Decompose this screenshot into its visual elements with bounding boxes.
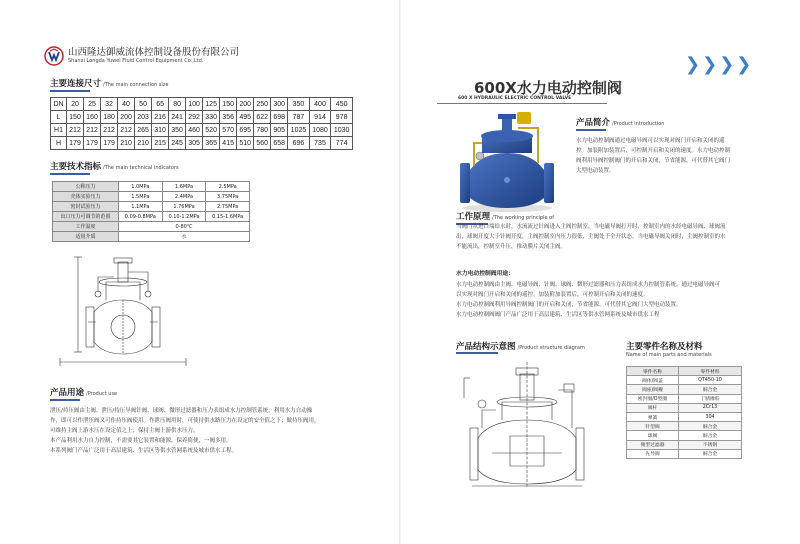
structure-diagram	[462, 358, 592, 490]
table-cell: 铜合金	[679, 385, 742, 394]
table-cell: 弹簧	[627, 412, 679, 421]
intro-title	[576, 116, 664, 128]
connection-title-en: /The main connection size	[103, 82, 169, 88]
table-cell: 292	[186, 111, 203, 124]
table-cell: 658	[271, 137, 288, 150]
table-cell: 210	[135, 137, 152, 150]
parts-title-cn: 主要零件名称及材料	[626, 342, 703, 352]
text-line: 控。加装附加装置后，可控制开启和关闭的速度。水力电动控制	[576, 148, 731, 154]
table-cell: 1025	[288, 124, 310, 137]
company-header	[44, 46, 239, 66]
table-cell: 65	[152, 98, 169, 111]
table-cell: 2.75MPa	[206, 202, 250, 212]
principle-paragraph	[456, 222, 726, 252]
table-cell: 工作温度	[53, 222, 119, 232]
table-cell: 80	[169, 98, 186, 111]
table-cell: 914	[309, 111, 331, 124]
table-cell: 0.10-1.2MPa	[162, 212, 206, 222]
table-cell: 1.76MPa	[162, 202, 206, 212]
table-cell: 100	[186, 98, 203, 111]
table-cell: 3.75MPa	[206, 192, 250, 202]
table-cell: 245	[169, 137, 186, 150]
parts-title	[626, 340, 703, 352]
usage-subheading: 水力电动控制阀用途：	[456, 271, 514, 277]
table-cell: 300	[271, 98, 288, 111]
table-row	[53, 192, 250, 202]
table-cell: 212	[101, 124, 118, 137]
table-row	[53, 222, 250, 232]
title-rule	[437, 103, 607, 104]
table-cell: L	[51, 111, 67, 124]
table-cell: QT450-10	[679, 376, 742, 385]
table-cell: 阀体/阀盖	[627, 376, 679, 385]
parts-title-en-wrap	[626, 352, 712, 358]
table-row	[627, 412, 742, 421]
table-cell: 150	[220, 98, 237, 111]
table-cell: H1	[51, 124, 67, 137]
text-line: 本产品利用水力自力控制，不需要其它装置和能源，保养简便，一阀多用。	[50, 438, 232, 444]
usage-paragraph	[50, 406, 320, 456]
table-row	[53, 212, 250, 222]
parts-table	[626, 366, 742, 459]
table-cell: 1.0MPa	[119, 182, 163, 192]
table-cell: 1.6MPa	[162, 182, 206, 192]
intro-title-bar	[576, 129, 606, 131]
table-cell: 622	[254, 111, 271, 124]
text-line: 水力电动控制阀利用导阀控制阀门的开启和关闭，节省能源。可代替其它阀门大型电动装置。	[456, 302, 682, 308]
connection-title-cn: 主要连接尺寸	[50, 79, 102, 89]
table-cell: 905	[271, 124, 288, 137]
connection-title-bar	[50, 90, 90, 92]
connection-title	[50, 77, 169, 89]
table-cell: 304	[679, 412, 742, 421]
text-line: 大型电动装置。	[576, 168, 615, 174]
table-row	[627, 367, 742, 376]
table-cell: 365	[203, 137, 220, 150]
technical-title-en: /The main technical indicators	[103, 165, 179, 171]
table-cell: 出口压力可调节的范围	[53, 212, 119, 222]
table-cell: 球阀	[627, 431, 679, 440]
text-line: 水力电动控制阀阀门产品广泛用于高层建筑、生活区等供水管网系统及城市供水工程	[456, 312, 660, 318]
table-row	[627, 449, 742, 458]
table-cell: 密封试验压力	[53, 202, 119, 212]
table-cell: 696	[288, 137, 310, 150]
table-cell: 200	[118, 111, 135, 124]
table-row	[627, 422, 742, 431]
table-cell: 150	[67, 111, 84, 124]
table-cell: 212	[118, 124, 135, 137]
table-cell: 495	[237, 111, 254, 124]
table-cell: 公称压力	[53, 182, 119, 192]
table-row	[53, 182, 250, 192]
diagram-title-bar	[456, 352, 498, 354]
table-cell: 1.1MPa	[119, 202, 163, 212]
table-row	[53, 202, 250, 212]
table-cell: 787	[288, 111, 310, 124]
table-cell: 先导阀	[627, 449, 679, 458]
table-cell: 179	[67, 137, 84, 150]
table-cell: 460	[186, 124, 203, 137]
table-cell: 450	[331, 98, 353, 111]
page-spine	[399, 0, 401, 544]
chevron-right-icon: ❯	[702, 54, 718, 75]
table-cell: 50	[135, 98, 152, 111]
table-row	[627, 431, 742, 440]
table-cell: 零件材料	[679, 367, 742, 376]
principle-title	[456, 210, 554, 222]
text-line: 可维持主阀上游水压在设定值之上；保持主阀上游供水压力。	[50, 428, 199, 434]
table-cell: 微型过滤器	[627, 440, 679, 449]
chevron-right-icon: ❯	[719, 54, 735, 75]
table-row	[51, 124, 353, 137]
valve-technical-drawing	[58, 252, 188, 372]
table-cell: 400	[309, 98, 331, 111]
table-cell: 壳体实验压力	[53, 192, 119, 202]
intro-paragraph	[576, 136, 730, 176]
principle-title-en: /The working principle of	[492, 215, 554, 221]
table-cell: 2.5MPa	[206, 182, 250, 192]
technical-title-cn: 主要技术指标	[50, 162, 102, 172]
valve-product-photo	[452, 108, 562, 216]
table-cell: 330	[203, 111, 220, 124]
table-cell: 2Cr13	[679, 403, 742, 412]
diagram-title	[456, 340, 585, 352]
table-cell: DN	[51, 98, 67, 111]
table-cell: 698	[271, 111, 288, 124]
chevron-right-icon: ❯	[685, 54, 701, 75]
usage-title	[50, 386, 117, 398]
text-line: 不能流出，控制室升压，推动膜片关闭主阀。	[456, 244, 567, 250]
table-cell: 203	[135, 111, 152, 124]
table-cell: 520	[203, 124, 220, 137]
table-cell: 20	[67, 98, 84, 111]
diagram-title-cn: 产品结构示意图	[456, 342, 516, 352]
text-line: 阀利用导阀控制阀门的开启和关闭，节省能源，可代替其它阀门	[576, 158, 731, 164]
company-logo-icon	[44, 46, 64, 66]
table-row	[627, 385, 742, 394]
table-cell: 1030	[331, 124, 353, 137]
table-cell: 水	[119, 232, 250, 242]
table-cell: 978	[331, 111, 353, 124]
principle-title-cn: 工作原理	[456, 212, 491, 222]
table-cell: 密封圈/O型圈	[627, 394, 679, 403]
table-cell: 250	[254, 98, 271, 111]
table-cell: 160	[84, 111, 101, 124]
table-cell: 32	[101, 98, 118, 111]
table-cell: 265	[135, 124, 152, 137]
technical-title-bar	[50, 173, 90, 175]
table-cell: 212	[67, 124, 84, 137]
table-cell: 215	[152, 137, 169, 150]
table-cell: 铜合金	[679, 449, 742, 458]
table-cell: 25	[84, 98, 101, 111]
table-cell: 2.4MPa	[162, 192, 206, 202]
table-cell: 780	[254, 124, 271, 137]
text-line: 作，即可以作泄压阀又可作持压阀使用。作泄压阀用时，可使持供水路压力在设定的安全值之下；做持压阀用，	[50, 418, 320, 424]
table-cell: 铜合金	[679, 431, 742, 440]
table-row	[627, 440, 742, 449]
table-cell: 560	[254, 137, 271, 150]
product-title-en: 600 X HYDRAULIC ELECTRIC CONTROL VALVE	[458, 96, 572, 101]
table-cell: 350	[169, 124, 186, 137]
table-cell: 350	[288, 98, 310, 111]
table-cell: 40	[118, 98, 135, 111]
table-row	[51, 111, 353, 124]
usage-title-cn: 产品用途	[50, 388, 85, 398]
table-cell: 310	[152, 124, 169, 137]
text-line: 出，球阀开度大于针阀开度，主阀控制室内压力很低，主阀处于全开状态。当电磁导阀关闭时，主阀控制室的水	[456, 234, 726, 240]
table-cell: 735	[309, 137, 331, 150]
usage-title-bar	[50, 399, 80, 401]
text-line: 当阀门从进口端给水时，水流流过针阀进入主阀控制室，当电磁导阀打开时，控制室内的水经电磁导阀、球阀流	[456, 224, 726, 230]
intro-title-cn: 产品简介	[576, 118, 611, 128]
table-cell: 阀杆	[627, 403, 679, 412]
company-name: 山西隆达御威流体控制设备股份有限公司	[68, 47, 240, 58]
table-cell: 212	[84, 124, 101, 137]
company-name-en: Shanxi Longda Yuwei Fluid Control Equipment Co.,Ltd.	[68, 58, 204, 64]
technical-table	[52, 181, 250, 242]
text-line: 泄压/持压阀由主阀、泄压/持压导阀针阀、球阀、微形过滤器和压力表组成水力控制管系统。利用水力自动操	[50, 408, 313, 414]
chevron-right-icon: ❯	[736, 54, 752, 75]
table-cell: 125	[203, 98, 220, 111]
table-cell: 179	[101, 137, 118, 150]
table-cell: 510	[237, 137, 254, 150]
intro-title-en: /Product introduction	[612, 121, 665, 127]
table-row	[627, 403, 742, 412]
table-cell: 241	[169, 111, 186, 124]
table-cell: 丁腈橡胶	[679, 394, 742, 403]
table-cell: 570	[220, 124, 237, 137]
usage-title-en: /Product use	[86, 391, 118, 397]
table-cell: 针型阀	[627, 422, 679, 431]
table-cell: 阀座/阀瓣	[627, 385, 679, 394]
table-row	[627, 376, 742, 385]
table-cell: 695	[237, 124, 254, 137]
decorative-arrows	[685, 56, 753, 74]
table-cell: 356	[220, 111, 237, 124]
table-cell: 216	[152, 111, 169, 124]
table-row	[51, 137, 353, 150]
table-row	[51, 98, 353, 111]
table-cell: 0.09-0.8MPa	[119, 212, 163, 222]
table-cell: 1080	[309, 124, 331, 137]
table-cell: 305	[186, 137, 203, 150]
parts-title-en: Name of main parts and materials	[626, 352, 712, 358]
table-cell: 415	[220, 137, 237, 150]
table-cell: 210	[118, 137, 135, 150]
table-cell: 0-80℃	[119, 222, 250, 232]
product-title: 600X水力电动控制阀	[474, 79, 622, 97]
table-cell: 179	[84, 137, 101, 150]
table-cell: 1.5MPa	[119, 192, 163, 202]
table-row	[53, 232, 250, 242]
table-cell: 0.15-1.6MPa	[206, 212, 250, 222]
text-line: 水力电动控制阀由主阀、电磁导阀、针阀、球阀、微形过滤器和压力表组成水力控制管系统。通过电磁导阀可	[456, 282, 721, 288]
product-usage-paragraph	[456, 280, 720, 320]
technical-title	[50, 160, 179, 172]
table-cell: H	[51, 137, 67, 150]
table-cell: 774	[331, 137, 353, 150]
table-cell: 零件名称	[627, 367, 679, 376]
table-cell: 200	[237, 98, 254, 111]
table-cell: 180	[101, 111, 118, 124]
table-cell: 铜合金	[679, 422, 742, 431]
table-cell: 适用介质	[53, 232, 119, 242]
diagram-title-en: /Product structure diagram	[517, 345, 585, 351]
connection-size-table	[50, 97, 353, 150]
text-line: 以实现对阀门开启和关闭的遥控。加装附加装置后，可控制开启和关闭的速度。	[456, 292, 649, 298]
table-cell: 不锈钢	[679, 440, 742, 449]
table-row	[627, 394, 742, 403]
text-line: 本系列阀门产品广泛用于高层建筑、生活区等供水管网系统及城市供水工程。	[50, 448, 238, 454]
text-line: 水力电动控制阀通过电磁导阀可以实现对阀门开启和关闭的遥	[576, 138, 725, 144]
